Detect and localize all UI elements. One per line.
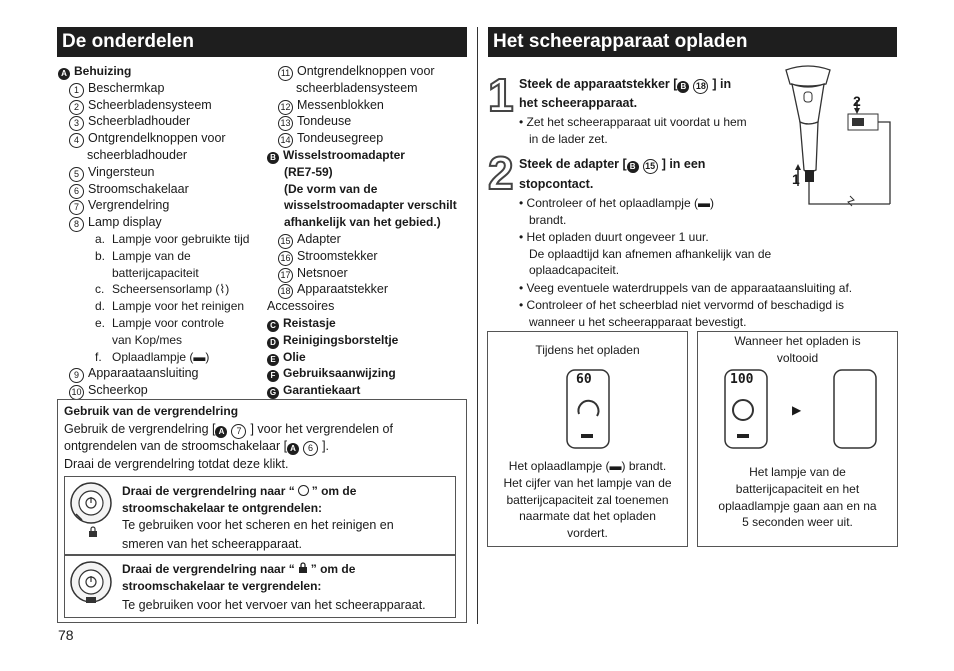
diagram-label-2: 2 bbox=[853, 93, 861, 109]
list-item bbox=[69, 80, 164, 98]
list-item-label: scheerbladensysteem bbox=[296, 80, 418, 95]
list-item bbox=[69, 164, 155, 182]
list-item bbox=[296, 80, 418, 97]
item-number-badge: 11 bbox=[278, 66, 293, 81]
list-item-label: Scheersensorlamp (⌇) bbox=[112, 282, 230, 297]
list-item bbox=[267, 332, 398, 349]
sub-item-letter: b. bbox=[95, 248, 106, 263]
ref-6-badge: 6 bbox=[303, 441, 318, 456]
diagram-label-1: 1 bbox=[792, 171, 800, 187]
step-1-bullet-cont: in de lader zet. bbox=[529, 132, 608, 146]
item-number-badge: 3 bbox=[69, 116, 84, 131]
item-number-badge: 7 bbox=[69, 200, 84, 215]
list-item-label: batterijcapaciteit bbox=[112, 265, 199, 280]
unlock-title-2: stroomschakelaar te ontgrendelen: bbox=[122, 501, 323, 515]
list-item bbox=[284, 197, 457, 214]
item-number-badge: 14 bbox=[278, 133, 293, 148]
item-number-badge: 12 bbox=[278, 100, 293, 115]
sub-item-letter: f. bbox=[95, 349, 102, 364]
charging-bullet-line: • Controleer of het scheerblad niet vervormd of beschadigd is bbox=[519, 298, 845, 312]
item-number-badge: 1 bbox=[69, 83, 84, 98]
list-item-label: Stroomschakelaar bbox=[88, 181, 189, 196]
shaver-charging-diagram bbox=[778, 62, 898, 212]
list-item bbox=[69, 113, 190, 131]
list-item-label: afhankelijk van het gebied.) bbox=[284, 215, 441, 230]
caption-line: voltooid bbox=[776, 350, 819, 365]
unlock-title: Draai de vergrendelring naar “ ” om de bbox=[122, 484, 357, 498]
list-item bbox=[278, 281, 388, 299]
arrow-icon: ▶ bbox=[792, 403, 802, 417]
ref-b-badge: B bbox=[627, 161, 639, 173]
step-2-number: 2 bbox=[488, 147, 514, 199]
caption-line: batterijcapaciteit zal toenemen bbox=[506, 492, 669, 507]
item-number-badge: 15 bbox=[278, 234, 293, 249]
list-item-label: Olie bbox=[283, 349, 306, 364]
list-item-label: Vingersteun bbox=[88, 164, 155, 179]
step-2-line1: Steek de adapter [ B 15 ] in een bbox=[519, 156, 705, 174]
charging-bullet-line: • Het opladen duurt ongeveer 1 uur. bbox=[519, 230, 709, 244]
list-item-label: Reinigingsborsteltje bbox=[283, 332, 399, 347]
list-item bbox=[278, 113, 351, 131]
padlock-small-icon bbox=[88, 526, 98, 538]
item-number-badge: 18 bbox=[278, 284, 293, 299]
list-item-label: wisselstroomadapter verschilt bbox=[284, 198, 457, 213]
step-1-number: 1 bbox=[488, 69, 514, 121]
section-letter-badge: E bbox=[267, 354, 279, 366]
list-item bbox=[69, 382, 148, 400]
ref-18-badge: 18 bbox=[693, 79, 708, 94]
step-2-line2: stopcontact. bbox=[519, 177, 594, 191]
charging-bullet-line: • Controleer of het oplaadlampje (▬) bbox=[519, 196, 714, 210]
list-item bbox=[267, 349, 306, 366]
list-item-label: van Kop/mes bbox=[112, 332, 183, 347]
list-item-label: Ontgrendelknoppen voor bbox=[297, 64, 435, 78]
caption-line: naarmate dat het opladen bbox=[519, 509, 656, 524]
list-item-label: Lampje van de bbox=[112, 248, 191, 263]
list-item-label: Apparaatstekker bbox=[297, 282, 389, 297]
step-1-line2: het scheerapparaat. bbox=[519, 96, 638, 110]
list-item-label: Lampje voor gebruikte tijd bbox=[112, 232, 250, 246]
list-item-label: Vergrendelring bbox=[88, 198, 170, 213]
list-item bbox=[267, 147, 405, 164]
list-item bbox=[278, 265, 348, 283]
item-number-badge: 4 bbox=[69, 133, 84, 148]
list-item-label: Ontgrendelknoppen voor bbox=[88, 131, 226, 146]
section-letter-badge: A bbox=[58, 68, 70, 80]
list-item bbox=[112, 265, 199, 282]
list-item-label: Reistasje bbox=[283, 316, 336, 330]
caption-line: Het oplaadlampje (▬) brandt. bbox=[508, 459, 667, 473]
list-item bbox=[278, 248, 378, 266]
step-1-line1: Steek de apparaatstekker [ B 18 ] in bbox=[519, 76, 731, 94]
list-item bbox=[95, 315, 224, 332]
item-number-badge: 6 bbox=[69, 184, 84, 199]
list-item-label: Oplaadlampje (▬) bbox=[112, 349, 210, 364]
list-item bbox=[112, 332, 182, 349]
list-item-label: Tondeusegreep bbox=[297, 131, 384, 146]
lock-ring-line1: Gebruik de vergrendelring [ A 7 ] voor het vergrendelen of bbox=[64, 421, 393, 439]
step-1-bullet: • Zet het scheerapparaat uit voordat u hem bbox=[519, 115, 747, 129]
lock-title: Draai de vergrendelring naar “ ” om de bbox=[122, 562, 356, 576]
list-item-label: Scheerkop bbox=[88, 383, 148, 398]
list-item bbox=[278, 63, 435, 81]
item-number-badge: 5 bbox=[69, 167, 84, 182]
list-item bbox=[87, 147, 187, 164]
charging-bullet-line: wanneer u het scheerapparaat bevestigt. bbox=[529, 314, 747, 329]
list-item-label: Behuizing bbox=[74, 64, 132, 78]
done-caption bbox=[697, 464, 898, 531]
lock-ring-title: Gebruik van de vergrendelring bbox=[64, 404, 239, 418]
padlock-icon bbox=[298, 562, 308, 574]
item-number-badge: 9 bbox=[69, 368, 84, 383]
column-divider bbox=[477, 27, 478, 624]
section-letter-badge: F bbox=[267, 370, 279, 382]
section-letter-badge: D bbox=[267, 337, 279, 349]
list-item bbox=[95, 281, 229, 298]
list-item-label: Apparaataansluiting bbox=[88, 366, 199, 381]
section-letter-badge: B bbox=[267, 152, 279, 164]
item-number-badge: 17 bbox=[278, 268, 293, 283]
list-item-label: Beschermkap bbox=[88, 80, 165, 95]
caption-line: Het cijfer van het lampje van de bbox=[503, 475, 672, 490]
list-item-label: Lamp display bbox=[88, 215, 162, 230]
ref-b-badge: B bbox=[677, 81, 689, 93]
list-item bbox=[267, 365, 396, 382]
sub-item-letter: c. bbox=[95, 282, 105, 297]
list-item bbox=[284, 164, 333, 181]
list-item bbox=[267, 315, 336, 332]
item-number-badge: 10 bbox=[69, 385, 84, 400]
list-item bbox=[267, 298, 334, 315]
charging-bullet-line: brandt. bbox=[529, 212, 567, 227]
list-item bbox=[69, 130, 226, 148]
caption-line: 5 seconden weer uit. bbox=[742, 515, 853, 530]
section-letter-badge: G bbox=[267, 387, 279, 399]
lock-ring-line2: ontgrendelen van de stroomschakelaar [ A 6 ]. bbox=[64, 438, 329, 456]
list-item-label: (RE7-59) bbox=[284, 164, 333, 179]
charging-bullet-line: oplaadcapaciteit. bbox=[529, 263, 620, 277]
item-number-badge: 8 bbox=[69, 217, 84, 232]
display-off-icon bbox=[832, 368, 878, 450]
caption-line: vordert. bbox=[567, 526, 608, 541]
circle-icon bbox=[298, 485, 309, 496]
charging-display-value: 60 bbox=[576, 372, 592, 387]
list-item-label: (De vorm van de bbox=[284, 181, 378, 196]
section-header-parts: De onderdelen bbox=[57, 27, 467, 57]
caption-line: Het lampje van de bbox=[749, 465, 846, 479]
list-item bbox=[69, 365, 199, 383]
page-number: 78 bbox=[58, 627, 74, 643]
sub-item-letter: e. bbox=[95, 316, 106, 330]
list-item-label: Tondeuse bbox=[297, 114, 352, 129]
section-letter-badge: C bbox=[267, 320, 279, 332]
charging-bullet-line: • Veeg eventuele waterdruppels van de apparaataansluiting af. bbox=[519, 280, 853, 295]
list-item-label: scheerbladhouder bbox=[87, 148, 188, 162]
unlock-body-2: smeren van het scheerapparaat. bbox=[122, 537, 302, 551]
list-item bbox=[95, 298, 244, 315]
list-item bbox=[69, 181, 189, 199]
charging-bullet-line: De oplaadtijd kan afnemen afhankelijk van de bbox=[529, 246, 772, 261]
item-number-badge: 2 bbox=[69, 100, 84, 115]
list-item bbox=[278, 231, 341, 249]
ref-a-badge: A bbox=[287, 443, 299, 455]
caption-line: batterijcapaciteit en het bbox=[735, 481, 860, 496]
unlock-body-1: Te gebruiken voor het scheren en het reinigen en bbox=[122, 518, 394, 532]
list-item-label: Scheerbladhouder bbox=[88, 114, 191, 129]
list-item bbox=[58, 63, 131, 80]
list-item bbox=[284, 181, 377, 198]
list-item bbox=[69, 97, 212, 115]
section-header-charging: Het scheerapparaat opladen bbox=[488, 27, 897, 57]
lock-body: Te gebruiken voor het vervoer van het scheerapparaat. bbox=[122, 598, 426, 612]
list-item bbox=[95, 231, 249, 248]
list-item bbox=[69, 197, 169, 215]
lock-ring-icon bbox=[68, 559, 114, 605]
list-item-label: Garantiekaart bbox=[283, 383, 361, 398]
list-item-label: Lampje voor controle bbox=[112, 316, 225, 330]
sub-item-letter: d. bbox=[95, 299, 106, 314]
lock-title-2: stroomschakelaar te vergrendelen: bbox=[122, 579, 322, 593]
list-item-label: Messenblokken bbox=[297, 97, 384, 112]
item-number-badge: 16 bbox=[278, 251, 293, 266]
done-display-value: 100 bbox=[730, 372, 754, 387]
list-item-label: Lampje voor het reinigen bbox=[112, 299, 245, 314]
list-item bbox=[278, 97, 384, 115]
list-item bbox=[95, 248, 191, 265]
ref-a-badge: A bbox=[215, 426, 227, 438]
list-item-label: Wisselstroomadapter bbox=[283, 148, 405, 162]
caption-line: oplaadlampje gaan aan en na bbox=[718, 498, 877, 513]
sub-item-letter: a. bbox=[95, 232, 106, 246]
charging-box-title: Tijdens het opladen bbox=[535, 343, 640, 357]
list-item-label: Stroomstekker bbox=[297, 248, 378, 263]
list-item-label: Adapter bbox=[297, 232, 341, 246]
caption-line: Wanneer het opladen is bbox=[734, 334, 861, 348]
ref-7-badge: 7 bbox=[231, 424, 246, 439]
item-number-badge: 13 bbox=[278, 116, 293, 131]
list-item-label: Netsnoer bbox=[297, 265, 348, 280]
done-box-title bbox=[697, 333, 898, 367]
list-item bbox=[69, 214, 162, 232]
list-item bbox=[284, 214, 441, 231]
ref-15-badge: 15 bbox=[643, 159, 658, 174]
charging-caption bbox=[487, 458, 688, 542]
lock-ring-line3: Draai de vergrendelring totdat deze klikt. bbox=[64, 457, 289, 471]
unlock-ring-icon bbox=[68, 480, 114, 526]
list-item-label: Accessoires bbox=[267, 299, 335, 314]
list-item bbox=[278, 130, 383, 148]
list-item bbox=[267, 382, 360, 399]
list-item-label: Gebruiksaanwijzing bbox=[283, 366, 396, 381]
list-item-label: Scheerbladensysteem bbox=[88, 97, 212, 112]
list-item bbox=[95, 349, 209, 366]
